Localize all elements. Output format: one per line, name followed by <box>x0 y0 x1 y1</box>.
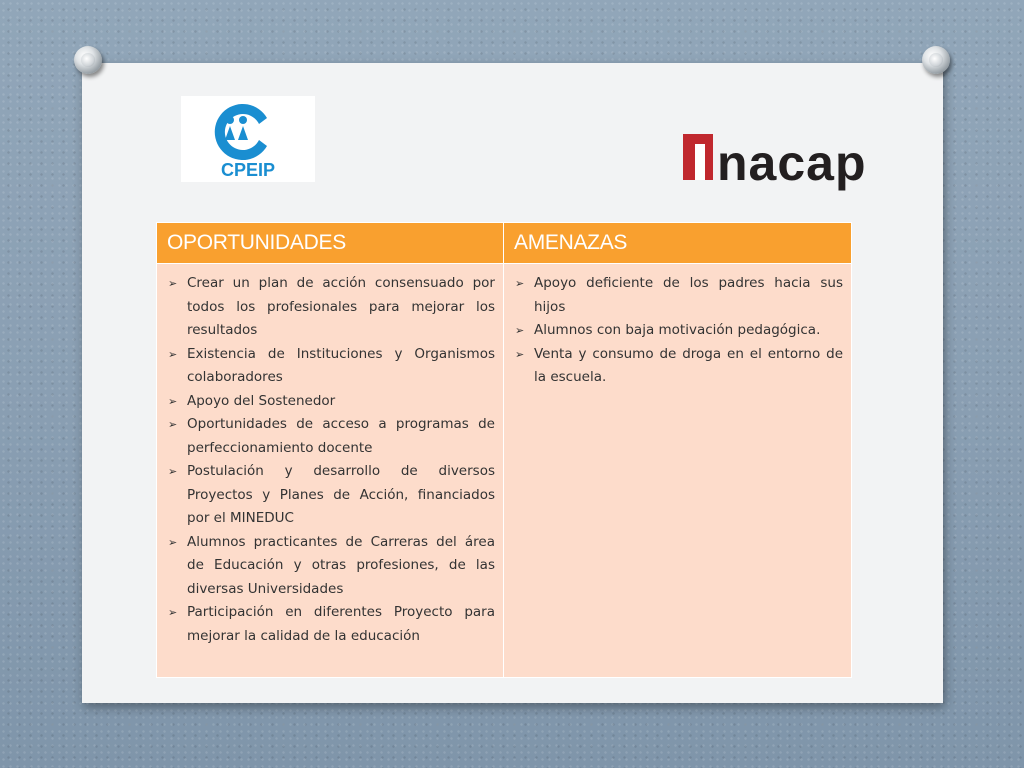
header-amenazas: AMENAZAS <box>504 223 852 264</box>
list-item <box>165 390 495 414</box>
list-item <box>165 343 495 390</box>
list-item <box>165 531 495 602</box>
arrowhead-bullet-icon: ➢ <box>168 347 178 361</box>
list-item-text: Apoyo deficiente de los padres hacia sus hijos <box>534 275 843 315</box>
cpeip-logo <box>181 96 315 182</box>
list-item <box>165 413 495 460</box>
cell-oportunidades <box>157 264 504 678</box>
list-item-text: Participación en diferentes Proyecto para mejorar la calidad de la educación <box>187 604 495 644</box>
list-item <box>165 460 495 531</box>
swot-table <box>156 222 852 678</box>
list-item-text: Alumnos con baja motivación pedagógica. <box>534 322 821 338</box>
arrowhead-bullet-icon: ➢ <box>515 347 525 361</box>
pushpin-icon <box>922 46 950 74</box>
inacap-logo-text: nacap <box>717 135 867 191</box>
list-item-text: Alumnos practicantes de Carreras del área de Educación y otras profesiones, de las diversas Universidades <box>187 533 495 597</box>
list-item-text: Postulación y desarrollo de diversos Proyectos y Planes de Acción, financiados por el MINEDUC <box>187 463 495 526</box>
list-item-text: Oportunidades de acceso a programas de perfeccionamiento docente <box>187 416 495 456</box>
list-item <box>512 319 843 343</box>
pushpin-icon <box>74 46 102 74</box>
arrowhead-bullet-icon: ➢ <box>168 418 178 431</box>
header-oportunidades: OPORTUNIDADES <box>157 223 504 264</box>
list-item <box>165 601 495 648</box>
list-item-text: Existencia de Instituciones y Organismos colaboradores <box>187 345 495 385</box>
list-item <box>165 272 495 343</box>
list-item-text: Venta y consumo de droga en el entorno de la escuela. <box>534 345 843 385</box>
oportunidades-list <box>165 272 495 648</box>
list-item-text: Apoyo del Sostenedor <box>187 392 336 409</box>
list-item <box>512 272 843 319</box>
list-item-text: Crear un plan de acción consensuado por todos los profesionales para mejorar los resultados <box>187 275 495 338</box>
arrowhead-bullet-icon: ➢ <box>168 535 178 549</box>
arrowhead-bullet-icon: ➢ <box>168 394 178 408</box>
arrowhead-bullet-icon: ➢ <box>168 277 178 290</box>
arrowhead-bullet-icon: ➢ <box>168 465 178 478</box>
amenazas-list <box>512 272 843 390</box>
cell-amenazas <box>504 264 852 678</box>
inacap-logo <box>683 130 913 196</box>
arrowhead-bullet-icon: ➢ <box>515 324 525 337</box>
arrowhead-bullet-icon: ➢ <box>515 277 525 290</box>
arrowhead-bullet-icon: ➢ <box>168 606 178 619</box>
list-item <box>512 343 843 390</box>
cpeip-logo-text: CPEIP <box>220 160 276 180</box>
